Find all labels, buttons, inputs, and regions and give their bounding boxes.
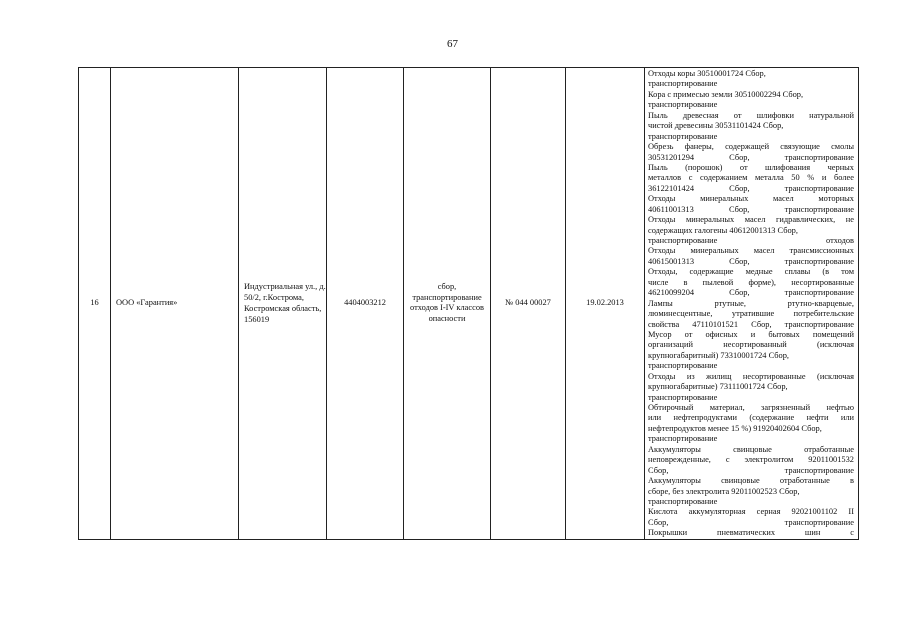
waste-line: Сбор, транспортирование [648, 465, 854, 475]
waste-line: 40611001313 Сбор, транспортирование [648, 204, 854, 214]
table-row [79, 68, 859, 540]
waste-line: сборе, без электролита 92011002523 Сбор, [648, 486, 800, 496]
waste-line: Пыль древесная от шлифовки натуральной [648, 110, 854, 120]
waste-line: или нефтепродуктами (содержание нефти или [648, 413, 854, 423]
waste-line: транспортирование [648, 434, 718, 444]
waste-line: транспортирование [648, 79, 718, 89]
waste-line: Пыль (порошок) от шлифования черных [648, 162, 854, 172]
waste-line: Отходы, содержащие медные сплавы (в том [648, 267, 854, 277]
waste-line: неповрежденные, с электролитом 92011001532 [648, 455, 854, 465]
waste-line: крупногабаритные) 73111001724 Сбор, [648, 382, 788, 392]
waste-line: Сбор, транспортирование [648, 517, 854, 527]
waste-line: Покрышки пневматических шин с [648, 528, 854, 538]
waste-line: чистой древесины 30531101424 Сбор, [648, 121, 784, 131]
waste-line: люминесцентные, утратившие потребительские [648, 309, 854, 319]
waste-line: Аккумуляторы свинцовые отработанные [648, 444, 854, 454]
waste-line: транспортирование [648, 131, 718, 141]
waste-line: Кора с примесью земли 30510002294 Сбор, [648, 89, 804, 99]
address-cell: Индустриальная ул., д. 50/2, г.Кострома, Костромская область, 156019 [239, 68, 327, 540]
waste-line: Обрезь фанеры, содержащей связующие смолы [648, 142, 854, 152]
waste-line: Аккумуляторы свинцовые отработанные в [648, 476, 854, 486]
license-registry-table [78, 67, 859, 540]
waste-line: Отходы из жилищ несортированные (исключая [648, 371, 854, 381]
waste-line: транспортирование [648, 392, 718, 402]
waste-line: 46210099204 Сбор, транспортирование [648, 288, 854, 298]
waste-line: металлов с содержанием металла 50 % и более [648, 173, 854, 183]
waste-line: Лампы ртутные, ртутно-кварцевые, [648, 298, 854, 308]
waste-line: Мусор от офисных и бытовых помещений [648, 329, 854, 339]
license-date-cell: 19.02.2013 [566, 68, 645, 540]
waste-line: Обтирочный материал, загрязненный нефтью [648, 403, 854, 412]
waste-line: организаций несортированный (исключая [648, 340, 854, 350]
waste-line: Отходы минеральных масел трансмиссионных [648, 246, 854, 256]
waste-types-list [648, 69, 854, 539]
inn-cell: 4404003212 [327, 68, 404, 540]
waste-line: 30531201294 Сбор, транспортирование [648, 152, 854, 162]
waste-line: Кислота аккумуляторная серная 92021001102 II [648, 507, 854, 517]
waste-line: Отходы минеральных масел моторных [648, 194, 854, 204]
waste-line: крупногабаритный) 73310001724 Сбор, [648, 350, 789, 360]
waste-line: нефтепродуктов менее 15 %) 91920402604 Сбор, [648, 423, 822, 433]
waste-line: Отходы минеральных масел гидравлических, не [648, 215, 854, 225]
license-number-cell: № 044 00027 [491, 68, 566, 540]
activity-cell: сбор, транспортирование отходов I-IV классов опасности [404, 68, 491, 540]
waste-line: транспортирование отходов [648, 236, 854, 245]
waste-line: содержащих галогены 40612001313 Сбор, [648, 225, 798, 235]
organization-cell: ООО «Гарантия» [111, 68, 239, 540]
waste-line: транспортирование [648, 100, 718, 110]
waste-line: транспортирование [648, 496, 718, 506]
waste-types-cell [645, 68, 859, 540]
waste-line: 40615001313 Сбор, транспортирование [648, 256, 854, 266]
row-number-cell: 16 [79, 68, 111, 540]
page-number: 67 [447, 38, 458, 50]
waste-line: 36122101424 Сбор, транспортирование [648, 183, 854, 193]
waste-line: транспортирование [648, 361, 718, 371]
waste-line: Отходы коры 30510001724 Сбор, [648, 69, 766, 78]
waste-line: числе в пылевой форме), несортированные [648, 277, 854, 287]
waste-line: свойства 47110101521 Сбор, транспортирование [648, 319, 854, 329]
